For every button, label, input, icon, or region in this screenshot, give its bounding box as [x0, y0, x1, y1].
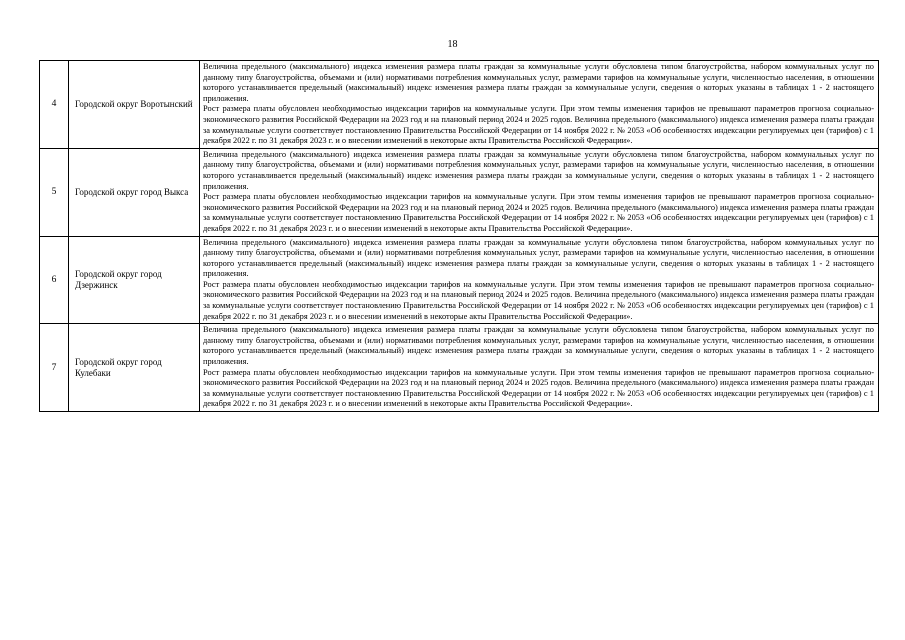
justification-paragraph: Величина предельного (максимального) индекса изменения размера платы граждан за коммунальные услуги обусловлена типом благоустройства, набором коммунальных услуг по данному типу благоустройства, объемами и (или) нормативами потребления коммунальных услуг, размерами тарифов на коммунальные услуги, численностью населения, в отношении которого устанавливается предельный (максимальный) индекс изменения размера платы граждан за коммунальные услуги, сведения о которых указаны в таблицах 1 - 2 настоящего приложения.	[203, 149, 874, 191]
row-number-cell	[40, 148, 69, 236]
municipality-cell	[69, 61, 200, 149]
row-number-cell	[40, 324, 69, 412]
justification-paragraph: Рост размера платы обусловлен необходимостью индексации тарифов на коммунальные услуги. При этом темпы изменения тарифов не превышают параметров прогноза социально-экономического развития Российской Федерации на 2023 год и на плановый период 2024 и 2025 годов. Величина предельного (максимального) индекса изменения размера платы граждан за коммунальные услуги соответствует постановлению Правительства Российской Федерации от 14 ноября 2022 г. № 2053 «Об особенностях индексации регулируемых цен (тарифов) с 1 декабря 2022 г. по 31 декабря 2023 г. и о внесении изменений в некоторые акты Правительства Российской Федерации».	[203, 104, 874, 146]
municipality-cell	[69, 236, 200, 324]
justification-paragraph: Рост размера платы обусловлен необходимостью индексации тарифов на коммунальные услуги. При этом темпы изменения тарифов не превышают параметров прогноза социально-экономического развития Российской Федерации на 2023 год и на плановый период 2024 и 2025 годов. Величина предельного (максимального) индекса изменения размера платы граждан за коммунальные услуги соответствует постановлению Правительства Российской Федерации от 14 ноября 2022 г. № 2053 «Об особенностях индексации регулируемых цен (тарифов) с 1 декабря 2022 г. по 31 декабря 2023 г. и о внесении изменений в некоторые акты Правительства Российской Федерации».	[203, 367, 874, 409]
justification-paragraph: Рост размера платы обусловлен необходимостью индексации тарифов на коммунальные услуги. При этом темпы изменения тарифов не превышают параметров прогноза социально-экономического развития Российской Федерации на 2023 год и на плановый период 2024 и 2025 годов. Величина предельного (максимального) индекса изменения размера платы граждан за коммунальные услуги соответствует постановлению Правительства Российской Федерации от 14 ноября 2022 г. № 2053 «Об особенностях индексации регулируемых цен (тарифов) с 1 декабря 2022 г. по 31 декабря 2023 г. и о внесении изменений в некоторые акты Правительства Российской Федерации».	[203, 192, 874, 233]
municipality-cell	[69, 324, 200, 412]
justification-cell	[200, 324, 879, 412]
table-row	[40, 148, 879, 236]
justification-paragraph: Величина предельного (максимального) индекса изменения размера платы граждан за коммунальные услуги обусловлена типом благоустройства, набором коммунальных услуг по данному типу благоустройства, объемами и (или) нормативами потребления коммунальных услуг, размерами тарифов на коммунальные услуги, численностью населения, в отношении которого устанавливается предельный (максимальный) индекс изменения размера платы граждан за коммунальные услуги, сведения о которых указаны в таблицах 1 - 2 настоящего приложения.	[203, 325, 874, 367]
municipality-name: Городской округ Воротынский	[75, 98, 193, 109]
row-number-cell	[40, 236, 69, 324]
justification-cell	[200, 148, 879, 236]
row-number: 4	[51, 99, 57, 110]
table-row	[40, 324, 879, 412]
municipality-name: Городской округ город Выкса	[75, 186, 189, 197]
justification-cell	[200, 61, 879, 149]
justification-paragraph: Величина предельного (максимального) индекса изменения размера платы граждан за коммунальные услуги обусловлена типом благоустройства, набором коммунальных услуг по данному типу благоустройства, объемами и (или) нормативами потребления коммунальных услуг, размерами тарифов на коммунальные услуги, численностью населения, в отношении которого устанавливается предельный (максимальный) индекс изменения размера платы граждан за коммунальные услуги, сведения о которых указаны в таблицах 1 - 2 настоящего приложения.	[203, 62, 874, 103]
row-number: 7	[51, 362, 57, 373]
justification-cell	[200, 236, 879, 324]
table-row	[40, 236, 879, 324]
row-number: 5	[51, 187, 57, 198]
justification-paragraph: Рост размера платы обусловлен необходимостью индексации тарифов на коммунальные услуги. При этом темпы изменения тарифов не превышают параметров прогноза социально-экономического развития Российской Федерации на 2023 год и на плановый период 2024 и 2025 годов. Величина предельного (максимального) индекса изменения размера платы граждан за коммунальные услуги соответствует постановлению Правительства Российской Федерации от 14 ноября 2022 г. № 2053 «Об особенностях индексации регулируемых цен (тарифов) с 1 декабря 2022 г. по 31 декабря 2023 г. и о внесении изменений в некоторые акты Правительства Российской Федерации».	[203, 279, 874, 321]
table-row	[40, 61, 879, 149]
municipality-name: Городской округ город Кулебаки	[75, 356, 162, 378]
justification-paragraph: Величина предельного (максимального) индекса изменения размера платы граждан за коммунальные услуги обусловлена типом благоустройства, набором коммунальных услуг по данному типу благоустройства, объемами и (или) нормативами потребления коммунальных услуг, размерами тарифов на коммунальные услуги, численностью населения, в отношении которого устанавливается предельный (максимальный) индекс изменения размера платы граждан за коммунальные услуги, сведения о которых указаны в таблицах 1 - 2 настоящего приложения.	[203, 237, 874, 279]
municipality-cell	[69, 148, 200, 236]
municipality-name: Городской округ город Дзержинск	[75, 268, 162, 290]
municipality-table	[39, 60, 879, 412]
page-number: 18	[447, 39, 458, 50]
row-number-cell	[40, 61, 69, 149]
row-number: 6	[51, 274, 57, 285]
